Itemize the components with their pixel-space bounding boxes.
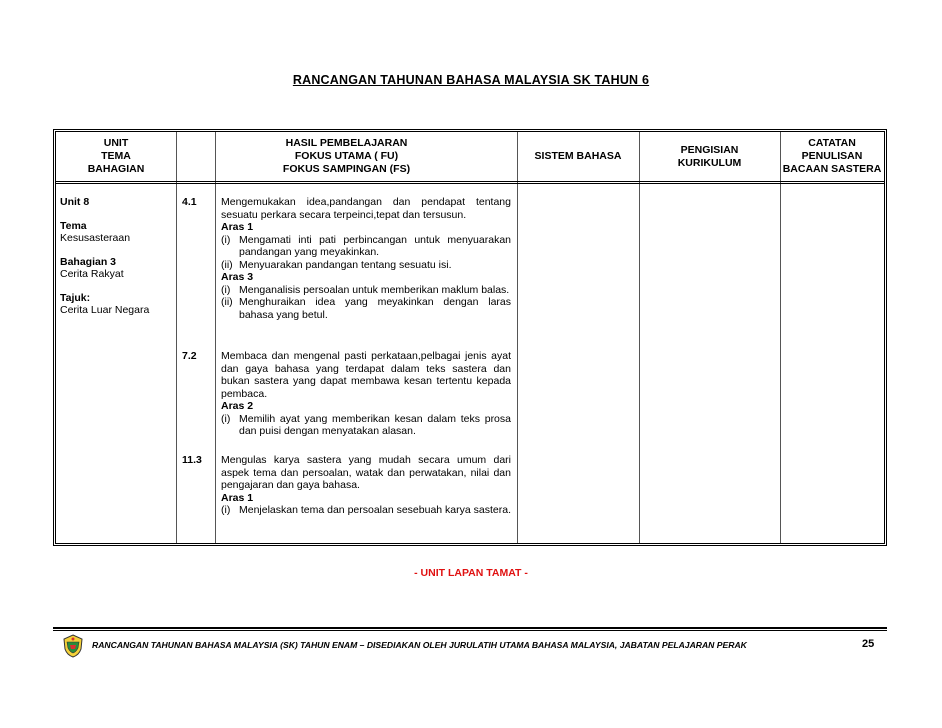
page-number: 25	[862, 638, 875, 650]
tema-label: Tema	[60, 219, 87, 232]
tema-value: Kesusasteraan	[60, 232, 131, 244]
bahagian-value: Cerita Rakyat	[60, 268, 124, 280]
header-text: PENGISIAN	[680, 143, 739, 156]
header-text: TEMA	[101, 150, 131, 162]
tajuk-value: Cerita Luar Negara	[60, 304, 150, 316]
item-number: (ii)	[221, 258, 233, 271]
tajuk-label: Tajuk:	[60, 291, 91, 304]
bahagian-label: Bahagian 3	[60, 255, 117, 268]
header-text: PENULISAN	[801, 150, 863, 162]
document-title: RANCANGAN TAHUNAN BAHASA MALAYSIA SK TAHUN 6	[292, 73, 650, 87]
item-text: Menyuarakan pandangan tentang sesuatu isi.	[239, 258, 452, 271]
item-text: Memilih ayat yang memberikan kesan dalam teks prosa dan puisi dengan menyatakan alasan.	[239, 412, 511, 437]
footer-divider	[53, 627, 887, 629]
item-text: Menganalisis persoalan untuk memberikan maklum balas.	[239, 283, 510, 296]
table-body	[56, 184, 884, 543]
header-text: KURIKULUM	[677, 156, 742, 169]
level-item	[221, 284, 511, 297]
standard-code: 11.3	[182, 454, 202, 466]
level-label: Aras 1	[221, 491, 254, 504]
standard-code: 4.1	[182, 196, 197, 208]
header-pengisian	[639, 132, 780, 181]
level-item	[221, 413, 511, 438]
table-header-row	[56, 132, 884, 184]
level-item	[221, 504, 511, 517]
footer-divider	[53, 630, 887, 631]
header-text: SISTEM BAHASA	[534, 150, 622, 162]
unit-label: Unit 8	[60, 196, 90, 208]
header-catatan	[780, 132, 884, 181]
item-text: Mengamati inti pati perbincangan untuk menyuarakan pandangan yang meyakinkan.	[239, 233, 511, 258]
header-hasil	[176, 132, 517, 181]
standard-text: Membaca dan mengenal pasti perkataan,pelbagai jenis ayat dan gaya bahasa yang terdapat dalam teks sastera dan bukan sastera yang dapat membawa kesan tertentu kepada pembaca.	[221, 350, 511, 400]
footer-text: RANCANGAN TAHUNAN BAHASA MALAYSIA (SK) TAHUN ENAM – DISEDIAKAN OLEH JURULATIH UTAMA BAHASA MALAYSIA, JABATAN PELAJARAN PERAK	[92, 640, 747, 650]
header-sistem-bahasa	[517, 132, 639, 181]
item-number: (i)	[221, 283, 231, 296]
level-item	[221, 259, 511, 272]
header-text: UNIT	[103, 137, 129, 149]
level-item	[221, 296, 511, 321]
item-number: (ii)	[221, 296, 233, 308]
standard-content	[221, 350, 511, 438]
item-text: Menghuraikan idea yang meyakinkan dengan laras bahasa yang betul.	[239, 296, 511, 321]
standard-text: Mengulas karya sastera yang mudah secara umum dari aspek tema dan persoalan, watak dan perwatakan, nilai dan pengajaran dan gaya bahasa.	[221, 454, 511, 491]
header-text: BAHAGIAN	[87, 163, 145, 175]
standard-text: Mengemukakan idea,pandangan dan pendapat tentang sesuatu perkara secara terpeinci,tepat dan tersusun.	[221, 196, 511, 221]
plan-table	[53, 129, 887, 546]
level-label: Aras 3	[221, 271, 254, 283]
header-text: FOKUS UTAMA ( FU)	[294, 150, 399, 162]
standard-content	[221, 454, 511, 517]
unit-end-note: - UNIT LAPAN TAMAT -	[414, 567, 528, 579]
item-number: (i)	[221, 412, 231, 425]
standard-content	[221, 196, 511, 321]
item-text: Menjelaskan tema dan persoalan sesebuah karya sastera.	[239, 504, 511, 516]
header-text: HASIL PEMBELAJARAN	[285, 137, 408, 149]
crest-logo-icon	[62, 634, 84, 658]
header-unit	[56, 132, 176, 181]
level-label: Aras 1	[221, 221, 254, 233]
header-text: BACAAN SASTERA	[782, 163, 882, 175]
level-item	[221, 234, 511, 259]
item-number: (i)	[221, 504, 231, 516]
item-number: (i)	[221, 233, 231, 246]
level-label: Aras 2	[221, 400, 254, 412]
unit-info-cell	[60, 196, 175, 317]
standard-code: 7.2	[182, 350, 197, 362]
header-text: CATATAN	[808, 137, 856, 149]
header-text: FOKUS SAMPINGAN (FS)	[282, 163, 411, 175]
